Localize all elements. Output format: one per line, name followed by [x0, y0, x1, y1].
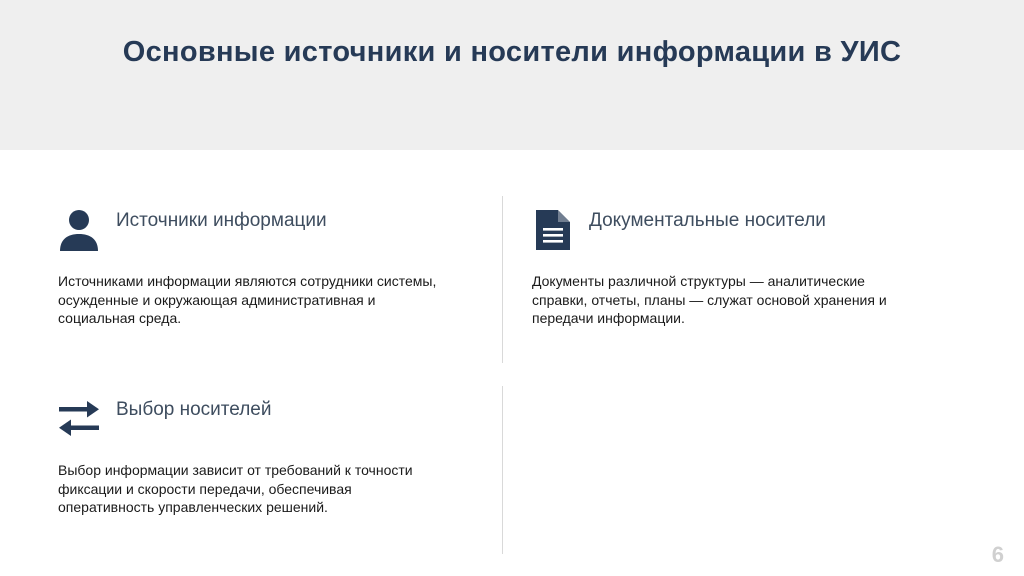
documents-description-line: передачи информации.: [532, 310, 685, 326]
page-number: 6: [991, 542, 1004, 567]
carrier-choice-description-line: оперативность управленческих решений.: [58, 499, 328, 515]
carrier-choice-heading: Выбор носителей: [116, 399, 272, 420]
carrier-choice-description-line: Выбор информации зависит от требований к точности: [58, 462, 413, 478]
sources-heading: Источники информации: [116, 210, 327, 231]
documents-description-line: Документы различной структуры — аналитические: [532, 273, 865, 289]
sources-description-line: осужденные и окружающая административная и: [58, 291, 376, 308]
documents-heading: Документальные носители: [589, 210, 826, 231]
slide-title: Основные источники и носители информации в УИС: [122, 36, 902, 68]
documents-description: [532, 272, 887, 328]
documents-description-line: справки, отчеты, планы — служат основой хранения и: [532, 291, 887, 308]
document-icon: [532, 208, 574, 252]
column-divider-bottom: [502, 386, 503, 554]
column-divider-top: [502, 196, 503, 363]
carrier-choice-description-line: фиксации и скорости передачи, обеспечивая: [58, 480, 352, 497]
sources-description: [58, 272, 436, 328]
sources-description-line: Источниками информации являются сотрудники системы,: [58, 273, 437, 289]
carrier-choice-description: [58, 461, 413, 517]
title-band: [0, 0, 1024, 150]
exchange-arrows-icon: [58, 398, 100, 442]
sources-description-line: социальная среда.: [58, 310, 182, 326]
person-icon: [58, 208, 100, 252]
